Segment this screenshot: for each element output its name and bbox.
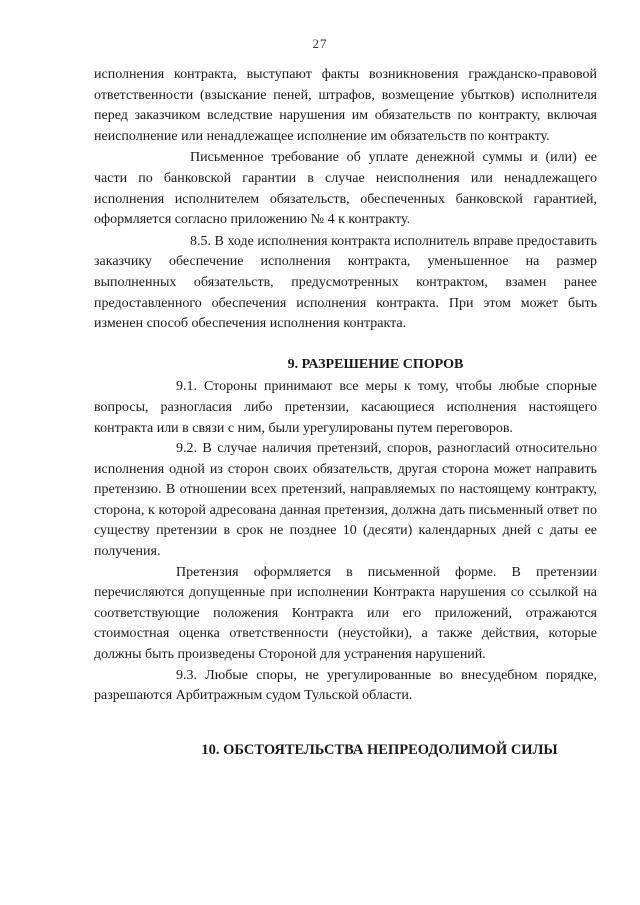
paragraph-8-5: 8.5. В ходе исполнения контракта исполнитель вправе предоставить заказчику обеспечение исполнения контракта, уменьшенное на размер выполненных обязательств, предусмотренных контрактом, взамен ранее предоставленного обеспечения исполнения контракта. При этом может быть изменен способ обеспечения исполнения контракта. xyxy=(94,233,597,332)
document-body xyxy=(94,65,597,760)
paragraph-bank-guarantee-claim: Письменное требование об уплате денежной суммы и (или) ее части по банковской гарантии в случае неисполнения или ненадлежащего исполнения исполнителем обязательств, обеспеченных банковской гарантией, оформляется согласно приложению № 4 к контракту. xyxy=(94,150,597,228)
paragraph-9-2: 9.2. В случае наличия претензий, споров, разногласий относительно исполнения одной из сторон своих обязательств, другая сторона может направить претензию. В отношении всех претензий, направляемых по настоящему контракту, сторона, к которой адресована данная претензия, должна дать письменный ответ по существу претензии в срок не позднее 10 (десяти) календарных дней с даты ее получения. xyxy=(94,441,597,560)
paragraph-liability-continuation: исполнения контракта, выступают факты возникновения гражданско-правовой ответственности (взыскание пеней, штрафов, возмещение убытков) исполнителя перед заказчиком вследствие нарушения им обязательств по контракту, включая неисполнение или ненадлежащее исполнение им обязательств по контракту. xyxy=(94,67,597,144)
paragraph-9-1: 9.1. Стороны принимают все меры к тому, чтобы любые спорные вопросы, разногласия либо претензии, касающиеся исполнения настоящего контракта или в связи с ним, были урегулированы путем переговоров. xyxy=(94,379,597,436)
page-number: 27 xyxy=(312,36,328,51)
paragraph-9-3: 9.3. Любые споры, не урегулированные во внесудебном порядке, разрешаются Арбитражным судом Тульской области. xyxy=(94,667,597,704)
section-10-heading: 10. ОБСТОЯТЕЛЬСТВА НЕПРЕОДОЛИМОЙ СИЛЫ xyxy=(201,741,558,758)
paragraph-claim-form: Претензия оформляется в письменной форме. В претензии перечисляются допущенные при исполнении Контракта нарушения со ссылкой на соответствующие положения Контракта или его приложений, отражаются стоимостная оценка ответственности (неустойки), а также действия, которые должны быть произведены Стороной для устранения нарушений. xyxy=(94,564,597,663)
section-9-heading: 9. РАЗРЕШЕНИЕ СПОРОВ xyxy=(287,356,464,372)
